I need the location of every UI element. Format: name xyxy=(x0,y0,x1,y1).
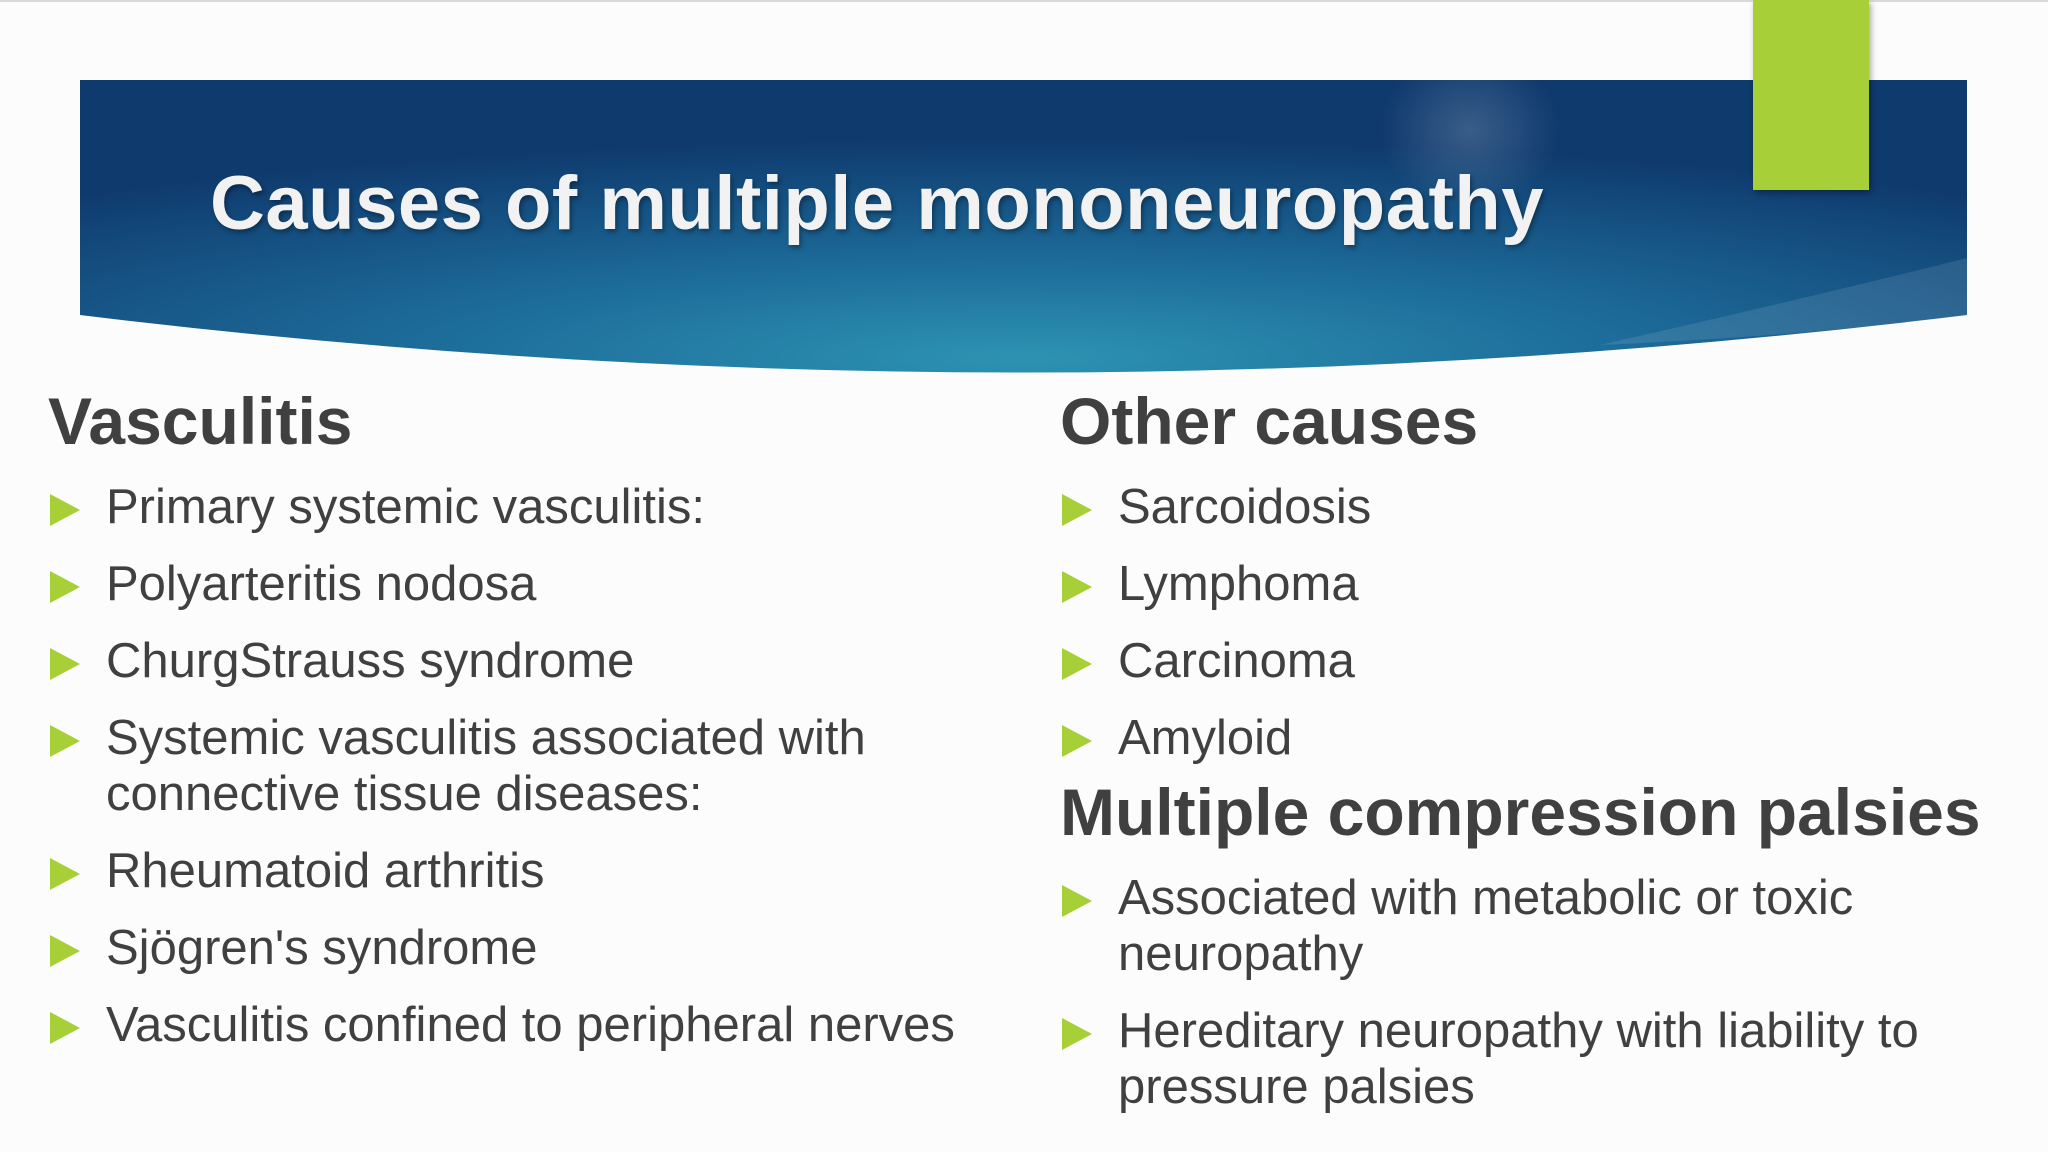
triangle-right-icon xyxy=(1062,648,1092,680)
triangle-right-icon xyxy=(1062,1018,1092,1050)
list-item-text: Amyloid xyxy=(1118,710,1293,765)
list-item-text: Polyarteritis nodosa xyxy=(106,556,537,611)
triangle-right-icon xyxy=(50,648,80,680)
triangle-right-icon xyxy=(1062,725,1092,757)
list-item-text: ChurgStrauss syndrome xyxy=(106,633,635,688)
list-item-text: Vasculitis confined to peripheral nerves xyxy=(106,997,955,1052)
list-item-text: Primary systemic vasculitis: xyxy=(106,479,705,534)
list-item-text: Sarcoidosis xyxy=(1118,479,1372,534)
triangle-right-icon xyxy=(50,725,80,757)
right-column xyxy=(1060,385,2020,1115)
compression-palsies-list xyxy=(1060,870,2020,1115)
accent-tab xyxy=(1753,0,1869,190)
list-item-text: Carcinoma xyxy=(1118,633,1355,688)
list-item xyxy=(48,710,1008,822)
heading-vasculitis: Vasculitis xyxy=(48,384,353,458)
other-causes-list xyxy=(1060,479,2020,766)
list-item xyxy=(1060,479,2020,535)
triangle-right-icon xyxy=(50,494,80,526)
left-column xyxy=(48,385,1008,1053)
heading-other-causes: Other causes xyxy=(1060,384,1479,458)
list-item-text: Systemic vasculitis associated with connective tissue diseases: xyxy=(106,710,866,821)
slide-title: Causes of multiple mononeuropathy xyxy=(210,161,1544,246)
list-item xyxy=(1060,1003,2020,1115)
triangle-right-icon xyxy=(50,571,80,603)
triangle-right-icon xyxy=(50,858,80,890)
triangle-right-icon xyxy=(1062,571,1092,603)
list-item xyxy=(1060,633,2020,689)
list-item xyxy=(1060,556,2020,612)
list-item-text: Lymphoma xyxy=(1118,556,1359,611)
list-item xyxy=(1060,870,2020,982)
triangle-right-icon xyxy=(1062,885,1092,917)
list-item xyxy=(48,997,1008,1053)
list-item-text: Sjögren's syndrome xyxy=(106,920,538,975)
list-item xyxy=(1060,710,2020,766)
triangle-right-icon xyxy=(50,935,80,967)
triangle-right-icon xyxy=(50,1012,80,1044)
list-item-text: Associated with metabolic or toxic neuropathy xyxy=(1118,870,1854,981)
triangle-right-icon xyxy=(1062,494,1092,526)
vasculitis-list xyxy=(48,479,1008,1053)
list-item-text: Hereditary neuropathy with liability to pressure palsies xyxy=(1118,1003,1919,1114)
list-item-text: Rheumatoid arthritis xyxy=(106,843,545,898)
list-item xyxy=(48,843,1008,899)
list-item xyxy=(48,479,1008,535)
list-item xyxy=(48,920,1008,976)
list-item xyxy=(48,633,1008,689)
heading-compression-palsies: Multiple compression palsies xyxy=(1060,774,1981,849)
list-item xyxy=(48,556,1008,612)
